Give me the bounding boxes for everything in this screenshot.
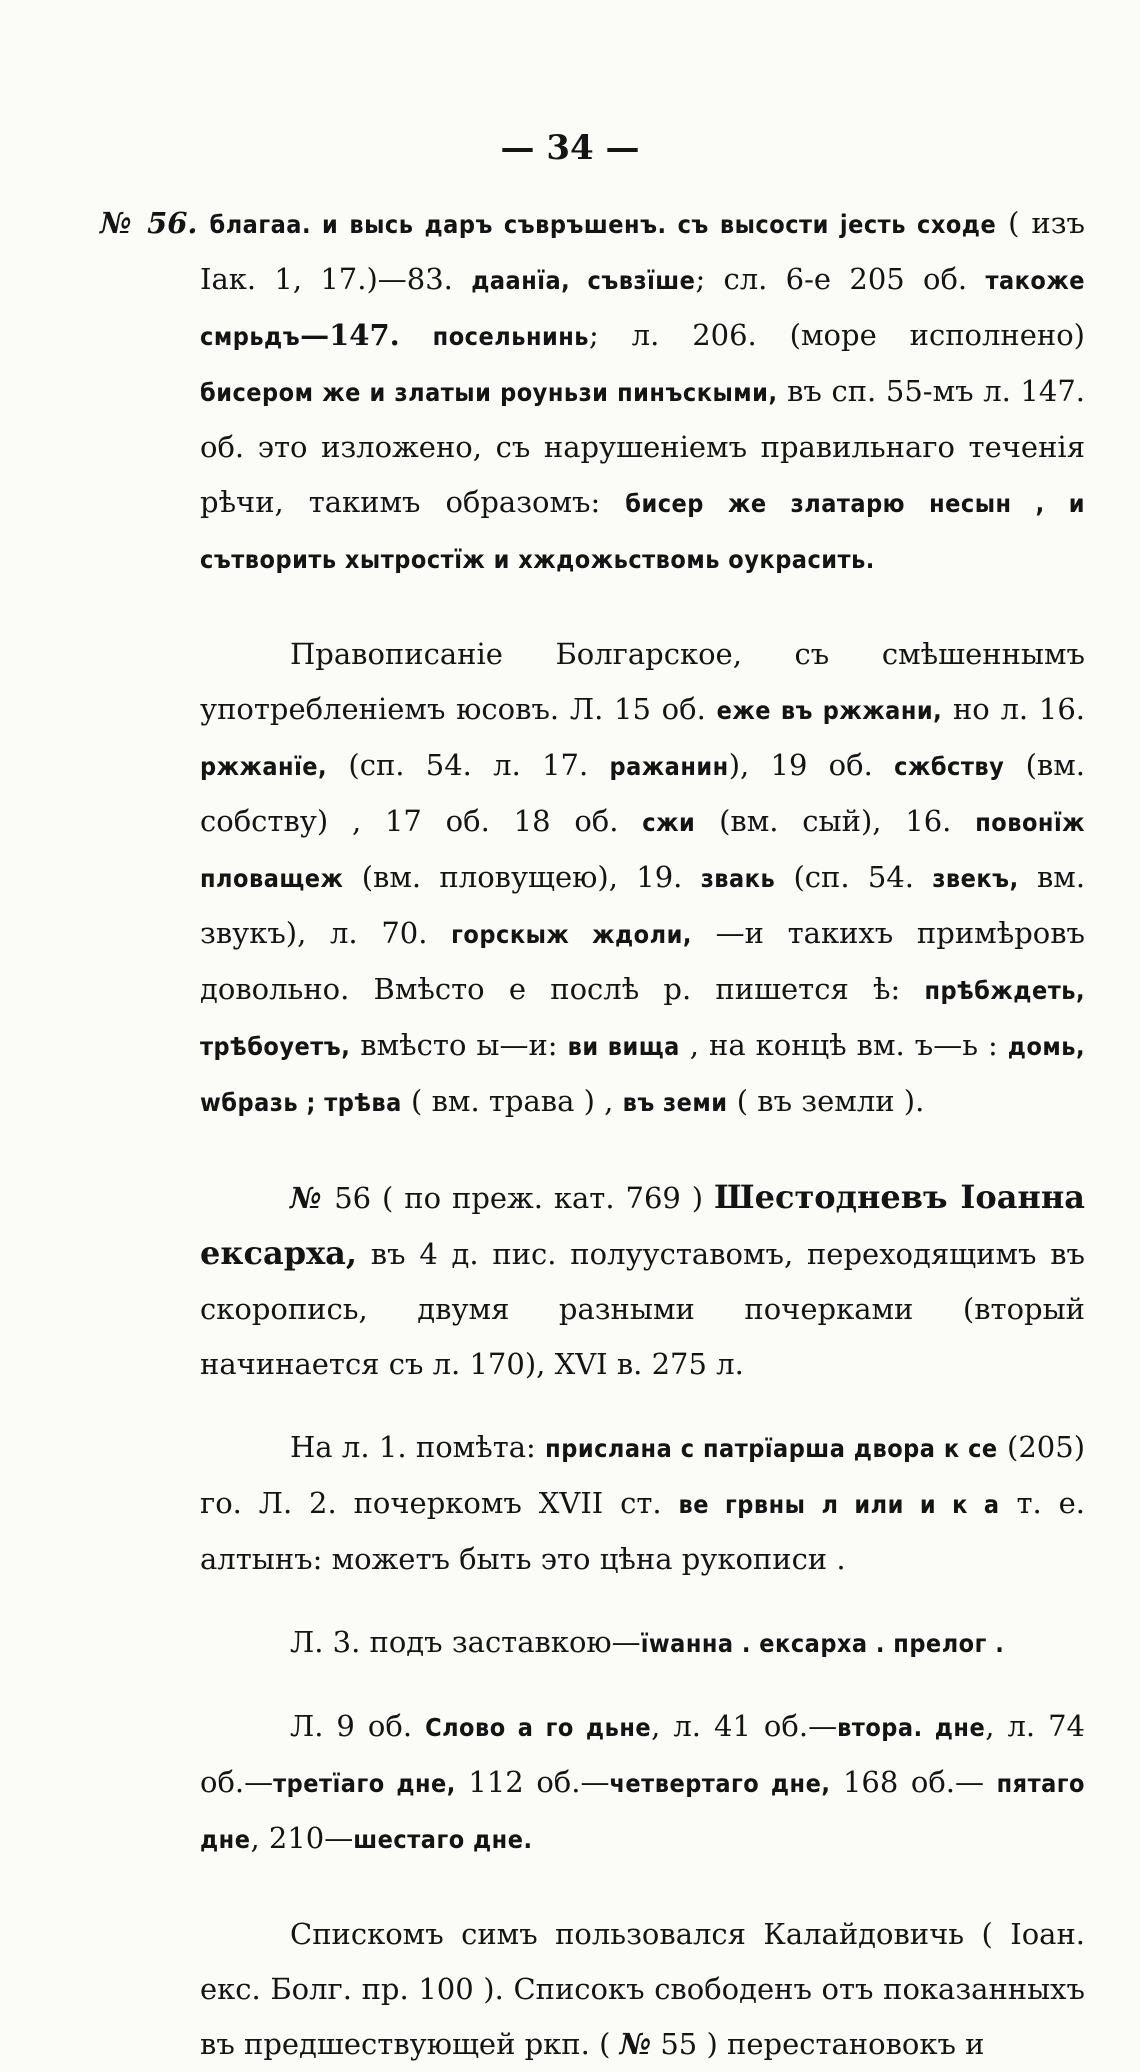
slavonic-quote: домь, wбразь ; трѣва [200,1032,1086,1117]
slavonic-quote: звакь [700,864,776,893]
text: На л. 1. помѣта: [290,1430,536,1464]
entry-number-sign: № [619,2027,652,2061]
slavonic-quote: посельнинь [432,322,589,351]
slavonic-quote: звекъ, [932,864,1019,893]
slavonic-quote: сжбству [894,752,1005,781]
slavonic-quote: прѣбждеть, трѣбоуетъ, [200,976,1086,1061]
page-number: — 34 — [500,128,640,168]
text: Спискомъ симъ пользовался Калайдовичь ( Іоан. екс. Болг. пр. 100 ). Списокъ свободенъ отъ показанныхъ въ предшествующей ркп. ( [200,1917,1085,2061]
slavonic-quote: въ земи [622,1088,728,1117]
paragraph-5 [200,1615,1085,1671]
slavonic-quote: бисером же и златыи роуньзи пинъскыми, [200,378,778,407]
text: вм. звукъ), л. 70. [200,860,1086,950]
text: 168 об.— [842,1765,985,1799]
text: 112 об.— [468,1765,610,1799]
paragraph-7 [200,1907,1085,2072]
text: , 210— [250,1821,354,1855]
slavonic-quote: шестаго дне. [353,1825,533,1854]
entry-number: № 56. [100,206,198,240]
paragraph-1 [100,196,1086,587]
paragraph-6 [200,1699,1085,1867]
slavonic-quote: горскыж ждоли, [451,920,692,949]
text: въ 4 д. пис. полууставомъ, переходящимъ въ скоропись, двумя разными почерками (вторый начинается съ л. 170), XVI в. 275 л. [200,1237,1086,1381]
paragraph-2 [200,627,1085,1130]
slavonic-quote: сжи [642,808,696,837]
slavonic-quote: втора. дне [837,1713,986,1742]
slavonic-quote: такоже смрьдъ [200,266,1086,351]
text: (205) го. Л. 2. почеркомъ XVII ст. [200,1430,1086,1520]
slavonic-quote: ражанин [609,752,729,781]
text: ), 19 об. [728,748,873,782]
text: ( вм. трава ) , [411,1084,614,1118]
text: (сп. 54. [793,860,915,894]
text: Л. 9 об. [290,1709,413,1743]
text: ( въ земли ). [736,1084,925,1118]
text: (вм. собству) , 17 об. 18 об. [200,748,1086,838]
manuscript-title: Шестодневъ Іоанна ексарха, [200,1178,1086,1272]
text: въ сп. 55-мъ л. 147. об. это изложено, съ нарушеніемъ правильнаго теченія рѣчи, такимъ образомъ: [200,374,1086,519]
slavonic-quote: повонїж пловащеж [200,808,1086,893]
slavonic-quote: пятаго дне [200,1769,1085,1854]
text: Л. 3. подъ заставкою— [290,1625,641,1659]
slavonic-quote: благаа. и высь даръ съвръшенъ. съ высости јесть сходе [209,210,997,239]
paragraph-4 [200,1420,1085,1587]
slavonic-quote: еже въ ржжани, [716,696,943,725]
slavonic-quote: ви вища [567,1032,680,1061]
text: 56 ( по преж. кат. 769 ) [334,1181,704,1215]
text: (сп. 54. л. 17. [348,748,589,782]
text: т. е. алтынъ: можетъ быть это цѣна рукописи . [200,1486,1086,1576]
text: —147. [300,318,400,352]
slavonic-quote: ве грвны л или и к а [678,1490,1000,1519]
text: но л. 16. [952,692,1085,726]
slavonic-quote: прислана с патрїарша двора к се [545,1434,998,1463]
text: , на концѣ вм. ъ—ь : [689,1028,998,1062]
text: , л. 74 об.— [200,1709,1086,1799]
slavonic-quote: Слово а го дьне [425,1713,652,1742]
text: ; сл. 6-е 205 об. [695,262,968,296]
slavonic-quote: даанїа, съвзїше [471,266,696,295]
paragraph-3-entry-heading [200,1170,1085,1392]
text: —и такихъ примѣровъ довольно. Вмѣсто е послѣ р. пишется ѣ: [200,916,1085,1006]
document-body [100,196,1086,2072]
slavonic-quote: третїаго дне, [273,1769,456,1798]
text: ( изъ Іак. 1, 17.)—83. [200,206,1086,296]
slavonic-quote: ржжанїе, [200,752,328,781]
slavonic-quote: їwанна . ексарха . прелог . [640,1629,1005,1658]
text: вмѣсто ы—и: [360,1028,558,1062]
text: Правописаніе Болгарское, съ смѣшеннымъ употребленіемъ юсовъ. Л. 15 об. [200,637,1085,726]
slavonic-quote: четвертаго дне, [609,1769,831,1798]
entry-number-sign: № [290,1181,324,1215]
text: ; л. 206. (море исполнено) [589,318,1085,352]
text: 55 ) перестановокъ и [660,2027,985,2061]
text: (вм. сый), 16. [719,804,952,838]
slavonic-quote: бисер же златарю несын , и сътворить хытростїж и хждожьствомь оукрасить. [200,489,1085,574]
text: (вм. пловущею), 19. [361,860,683,894]
text: , л. 41 об.— [651,1709,838,1743]
